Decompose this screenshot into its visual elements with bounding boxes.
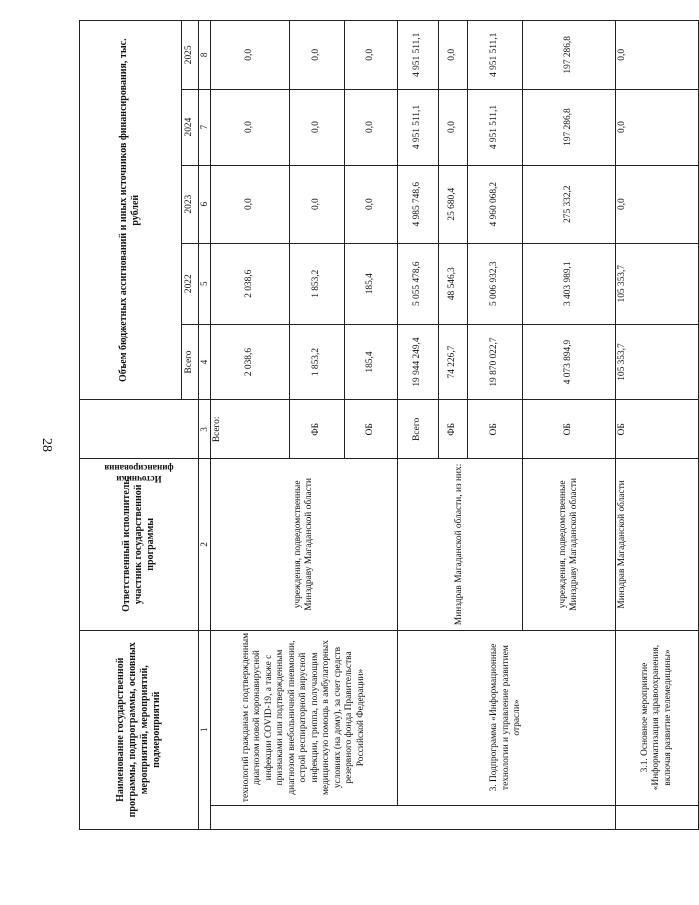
col-number: 5 <box>199 243 211 324</box>
col-number: 2 <box>199 459 211 630</box>
executor: Минздрав Магаданской области <box>615 459 698 630</box>
col-number: 7 <box>199 89 211 165</box>
value-2024: 0,0 <box>210 89 289 165</box>
col-number: 6 <box>199 165 211 243</box>
header-year-2024: 2024 <box>181 89 198 165</box>
value-2025: 0,0 <box>289 21 344 90</box>
source: ОБ <box>615 400 698 459</box>
value-2025: 197 286,8 <box>522 21 615 90</box>
value-2022: 1 853,2 <box>289 243 344 324</box>
value-2022: 5 006 932,3 <box>467 243 522 324</box>
value-2022: 2 038,6 <box>210 243 289 324</box>
value-total: 19 870 022,7 <box>467 324 522 400</box>
source: ОБ <box>522 400 615 459</box>
value-2025: 0,0 <box>438 21 467 90</box>
executor: учреждения, подведомственные Минздраву Магаданской области <box>522 459 615 630</box>
value-2022: 185,4 <box>344 243 397 324</box>
value-2022: 105 353,7 <box>615 243 698 324</box>
value-2024: 0,0 <box>344 89 397 165</box>
header-year-total: Всего <box>181 324 198 400</box>
value-2023: 0,0 <box>615 165 698 243</box>
value-total: 4 073 894,9 <box>522 324 615 400</box>
value-2023: 275 332,2 <box>522 165 615 243</box>
funding-table <box>79 20 699 830</box>
value-2023: 0,0 <box>210 165 289 243</box>
source: Всего <box>397 400 438 459</box>
value-2024: 0,0 <box>289 89 344 165</box>
source: ФБ <box>438 400 467 459</box>
value-2024: 197 286,8 <box>522 89 615 165</box>
value-total: 185,4 <box>344 324 397 400</box>
source: ОБ <box>344 400 397 459</box>
source: ОБ <box>467 400 522 459</box>
value-2025: 0,0 <box>344 21 397 90</box>
header-year-2022: 2022 <box>181 243 198 324</box>
value-2023: 4 985 748,6 <box>397 165 438 243</box>
value-2022: 48 546,3 <box>438 243 467 324</box>
value-2023: 25 680,4 <box>438 165 467 243</box>
value-2025: 4 951 511,1 <box>467 21 522 90</box>
col-number: 4 <box>199 324 211 400</box>
value-2023: 0,0 <box>344 165 397 243</box>
col-number: 3 <box>199 400 211 459</box>
value-total: 74 226,7 <box>438 324 467 400</box>
source: ФБ <box>289 400 344 459</box>
measure-name: 3.1. Основное мероприятие «Информатизация здравоохранения, включая развитие телемедицины» <box>615 630 698 805</box>
value-2024: 4 951 511,1 <box>467 89 522 165</box>
row-index-cell <box>397 805 615 829</box>
subprogram-name: 3. Подпрограмма «Информационные технологии и управление развитием отрасли» <box>397 630 615 805</box>
col-number: 8 <box>199 21 211 90</box>
value-2025: 4 951 511,1 <box>397 21 438 90</box>
header-year-2023: 2023 <box>181 165 198 243</box>
value-total: 1 853,2 <box>289 324 344 400</box>
value-2025: 0,0 <box>615 21 698 90</box>
value-2024: 0,0 <box>615 89 698 165</box>
value-2023: 0,0 <box>289 165 344 243</box>
value-2023: 4 960 068,2 <box>467 165 522 243</box>
header-funding: Объем бюджетных ассигнований и иных источников финансирования, тыс. рублей <box>80 21 182 400</box>
row-index-cell <box>615 805 698 829</box>
value-total: 105 353,7 <box>615 324 698 400</box>
value-2025: 0,0 <box>210 21 289 90</box>
executor: учреждения, подведомственные Минздраву Магаданской области <box>210 459 397 630</box>
value-2024: 4 951 511,1 <box>397 89 438 165</box>
value-total: 2 038,6 <box>210 324 289 400</box>
source: Всего: <box>210 400 289 459</box>
header-col1: Наименование государственной программы, подпрограммы, основных мероприятий, мероприятий, подмероприятий <box>80 630 199 829</box>
value-total: 19 944 249,4 <box>397 324 438 400</box>
header-col3: Источники финансирования <box>80 400 199 459</box>
value-2024: 0,0 <box>438 89 467 165</box>
value-2022: 5 055 478,6 <box>397 243 438 324</box>
header-year-2025: 2025 <box>181 21 198 90</box>
page-number: 28 <box>39 438 54 452</box>
col-number: 1 <box>199 630 211 829</box>
value-2022: 3 403 989,1 <box>522 243 615 324</box>
row-index-cell <box>210 805 397 829</box>
executor: Минздрав Магаданской области, из них: <box>397 459 522 630</box>
measure-name: технологий гражданам с подтвержденным диагнозом новой коронавирусной инфекции COVID-19, а также с признаками или подтвержденным диагнозом внебольничной пневмонии, острой респираторной вирусной инфекции, гриппа, получающим медицинскую помощь в амбулаторных условиях (на дому), за счет средств резервного фонда Правительства Российской Федерации» <box>210 630 397 805</box>
header-col2: Ответственный исполнитель, участник государственной программы <box>80 459 199 630</box>
